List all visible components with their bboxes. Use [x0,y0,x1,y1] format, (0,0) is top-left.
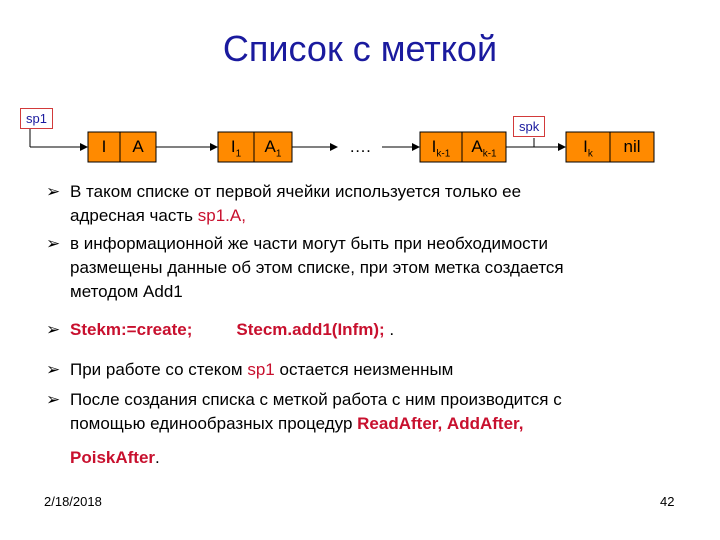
bullet-arrow-icon: ➢ [46,320,61,339]
cell-text-ik: $I_k$ [583,137,593,160]
bullet-arrow-icon: ➢ [46,234,61,253]
cell-text-nil: nil [623,137,641,156]
sp1-tag: sp1 [20,108,53,129]
sp1-arrowhead [80,143,88,151]
bullet-4: ➢ При работе со стеком sp1 остается неизменным [46,358,686,382]
bullet-1: ➢ В таком списке от первой ячейки используется только ее адресная часть sp1.A, [46,182,522,225]
bullet-2: ➢ в информационной же части могут быть при необходимости размещены данные об этом списке, при этом метка создается методом Add1 [46,234,564,301]
bullet-arrow-icon: ➢ [46,390,61,409]
cell-text-i1: $I_1$ [230,137,242,160]
bullet-arrow-icon: ➢ [46,360,61,379]
spk-tag: spk [513,116,545,137]
cell-text-ak1: $A_{k-1}$ [471,137,497,160]
slide-number: 42 [660,494,675,509]
slide-date: 2/18/2018 [44,494,102,509]
bullet-arrow-icon: ➢ [46,182,61,201]
cell-text-addr: A [132,137,144,156]
ellipsis: …. [349,137,371,156]
cell-text-ik1: $I_{k-1}$ [431,137,451,160]
cell-text-info: I [101,137,107,156]
cell-text-a1: $A_1$ [264,137,282,160]
bullet-3: ➢ Stekm:=create; Stecm.add1(Infm); . [46,318,686,342]
bullet-5: ➢ После создания списка с меткой работа с ним производится с помощью единообразных процедур ReadAfter, AddAfter, PoiskAfter. [46,390,562,467]
page-title: Список с меткой [222,28,498,69]
